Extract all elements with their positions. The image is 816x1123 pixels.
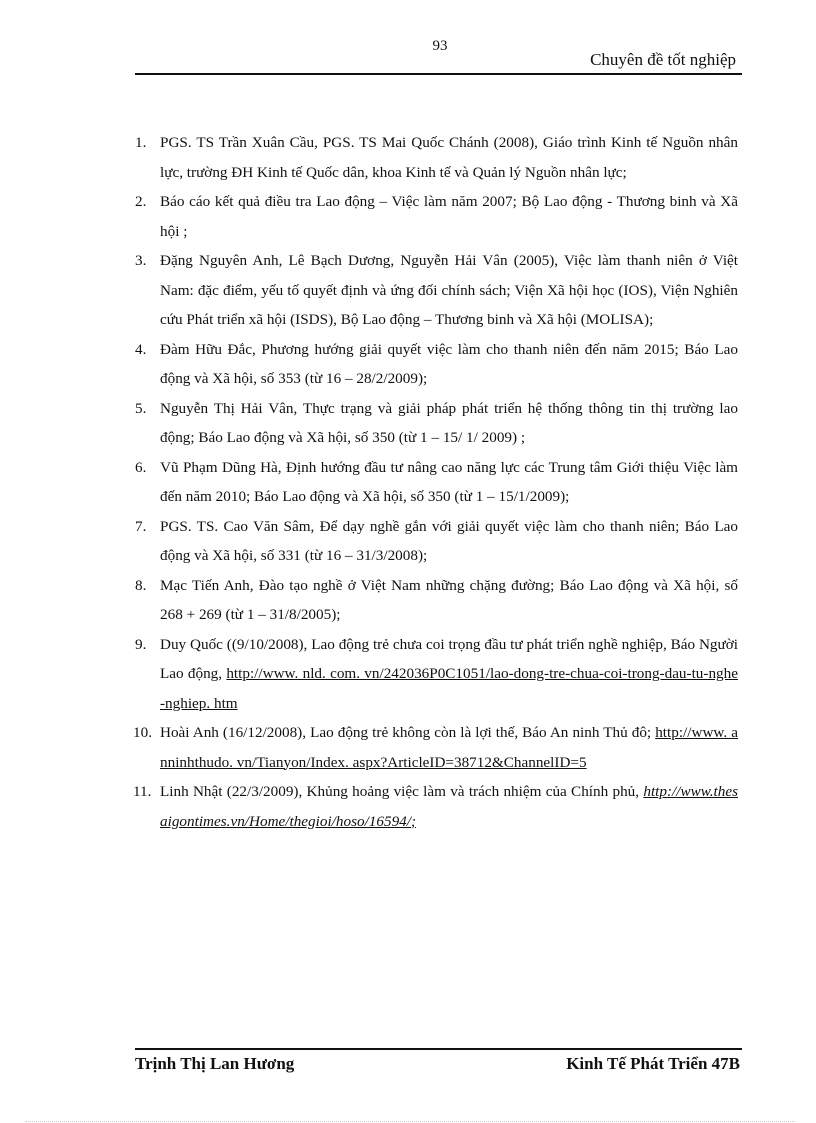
reference-number: 9. xyxy=(135,635,147,653)
reference-text: Báo cáo kết quả điều tra Lao động – Việc làm năm 2007; Bộ Lao động - Thương binh và Xã hội ; xyxy=(160,193,738,240)
reference-link[interactable]: http://www.thesaigontimes.vn/Home/thegioi/hoso/16594/; xyxy=(160,783,738,830)
reference-number: 4. xyxy=(135,340,147,358)
reference-number: 11. xyxy=(133,783,152,800)
reference-item xyxy=(135,512,738,571)
reference-number: 1. xyxy=(135,134,147,151)
reference-item xyxy=(135,394,738,453)
header-title: Chuyên đề tốt nghiệp xyxy=(590,50,736,69)
reference-text: Duy Quốc ((9/10/2008), Lao động trẻ chưa coi trọng đầu tư phát triển nghề nghiệp, Báo Người Lao động, xyxy=(160,635,738,682)
reference-number: 8. xyxy=(135,576,147,594)
reference-text: PGS. TS. Cao Văn Sâm, Để dạy nghề gắn với giải quyết việc làm cho thanh niên; Báo Lao động và Xã hội, số 331 (từ 16 – 31/3/2008); xyxy=(160,517,738,564)
reference-text: Mạc Tiến Anh, Đào tạo nghề ở Việt Nam những chặng đường; Báo Lao động và Xã hội, số 268 + 269 (từ 1 – 31/8/2005); xyxy=(160,576,738,623)
reference-item xyxy=(135,718,738,777)
reference-text: Đàm Hữu Đắc, Phương hướng giải quyết việc làm cho thanh niên đến năm 2015; Báo Lao động và Xã hội, số 353 (từ 16 – 28/2/2009); xyxy=(160,340,738,387)
footer-rule xyxy=(135,1048,742,1050)
reference-text: Hoài Anh (16/12/2008), Lao động trẻ không còn là lợi thế, Báo An ninh Thủ đô; xyxy=(160,724,656,741)
reference-item xyxy=(135,630,738,719)
reference-text: Nguyễn Thị Hải Vân, Thực trạng và giải pháp phát triển hệ thống thông tin thị trường lao động; Báo Lao động và Xã hội, số 350 (từ 1 – 15/ 1/ 2009) ; xyxy=(160,399,738,446)
reference-text: PGS. TS Trần Xuân Cầu, PGS. TS Mai Quốc Chánh (2008), Giáo trình Kinh tế Nguồn nhân lực, trường ĐH Kinh tế Quốc dân, khoa Kinh tế và Quản lý Nguồn nhân lực; xyxy=(160,134,738,181)
reference-item xyxy=(135,335,738,394)
reference-item xyxy=(135,571,738,630)
page-number: 93 xyxy=(432,38,448,54)
reference-number: 6. xyxy=(135,458,147,476)
reference-text: Linh Nhật (22/3/2009), Khủng hoảng việc làm và trách nhiệm của Chính phủ, xyxy=(160,783,644,800)
reference-item xyxy=(135,777,738,836)
reference-item xyxy=(135,246,738,335)
page-edge xyxy=(25,1121,795,1122)
reference-list xyxy=(135,128,738,836)
reference-number: 10. xyxy=(133,724,152,741)
reference-number: 5. xyxy=(135,399,147,417)
reference-link[interactable]: http://www. nld. com. vn/242036P0C1051/lao-dong-tre-chua-coi-trong-dau-tu-nghe-nghiep. htm xyxy=(160,665,738,712)
reference-number: 7. xyxy=(135,517,147,535)
reference-number: 2. xyxy=(135,193,147,210)
reference-item xyxy=(135,453,738,512)
footer-author: Trịnh Thị Lan Hương xyxy=(135,1054,295,1073)
header-rule xyxy=(135,73,742,75)
reference-item xyxy=(135,128,738,187)
footer-class: Kinh Tế Phát Triển 47B xyxy=(566,1054,740,1073)
reference-link[interactable]: http://www. anninhthudo. vn/Tianyon/Index. aspx?ArticleID=38712&ChannelID=5 xyxy=(160,724,738,771)
reference-item xyxy=(135,187,738,246)
reference-text: Vũ Phạm Dũng Hà, Định hướng đầu tư nâng cao năng lực các Trung tâm Giới thiệu Việc làm đến năm 2010; Báo Lao động và Xã hội, số 350 (từ 1 – 15/1/2009); xyxy=(160,458,738,505)
reference-number: 3. xyxy=(135,252,147,269)
reference-text: Đặng Nguyên Anh, Lê Bạch Dương, Nguyễn Hải Vân (2005), Việc làm thanh niên ở Việt Nam: đặc điểm, yếu tố quyết định và ứng đối chính sách; Viện Xã hội học (IOS), Viện Nghiên cứu Phát triển xã hội (ISDS), Bộ Lao động – Thương binh và Xã hội (MOLISA); xyxy=(160,252,738,328)
